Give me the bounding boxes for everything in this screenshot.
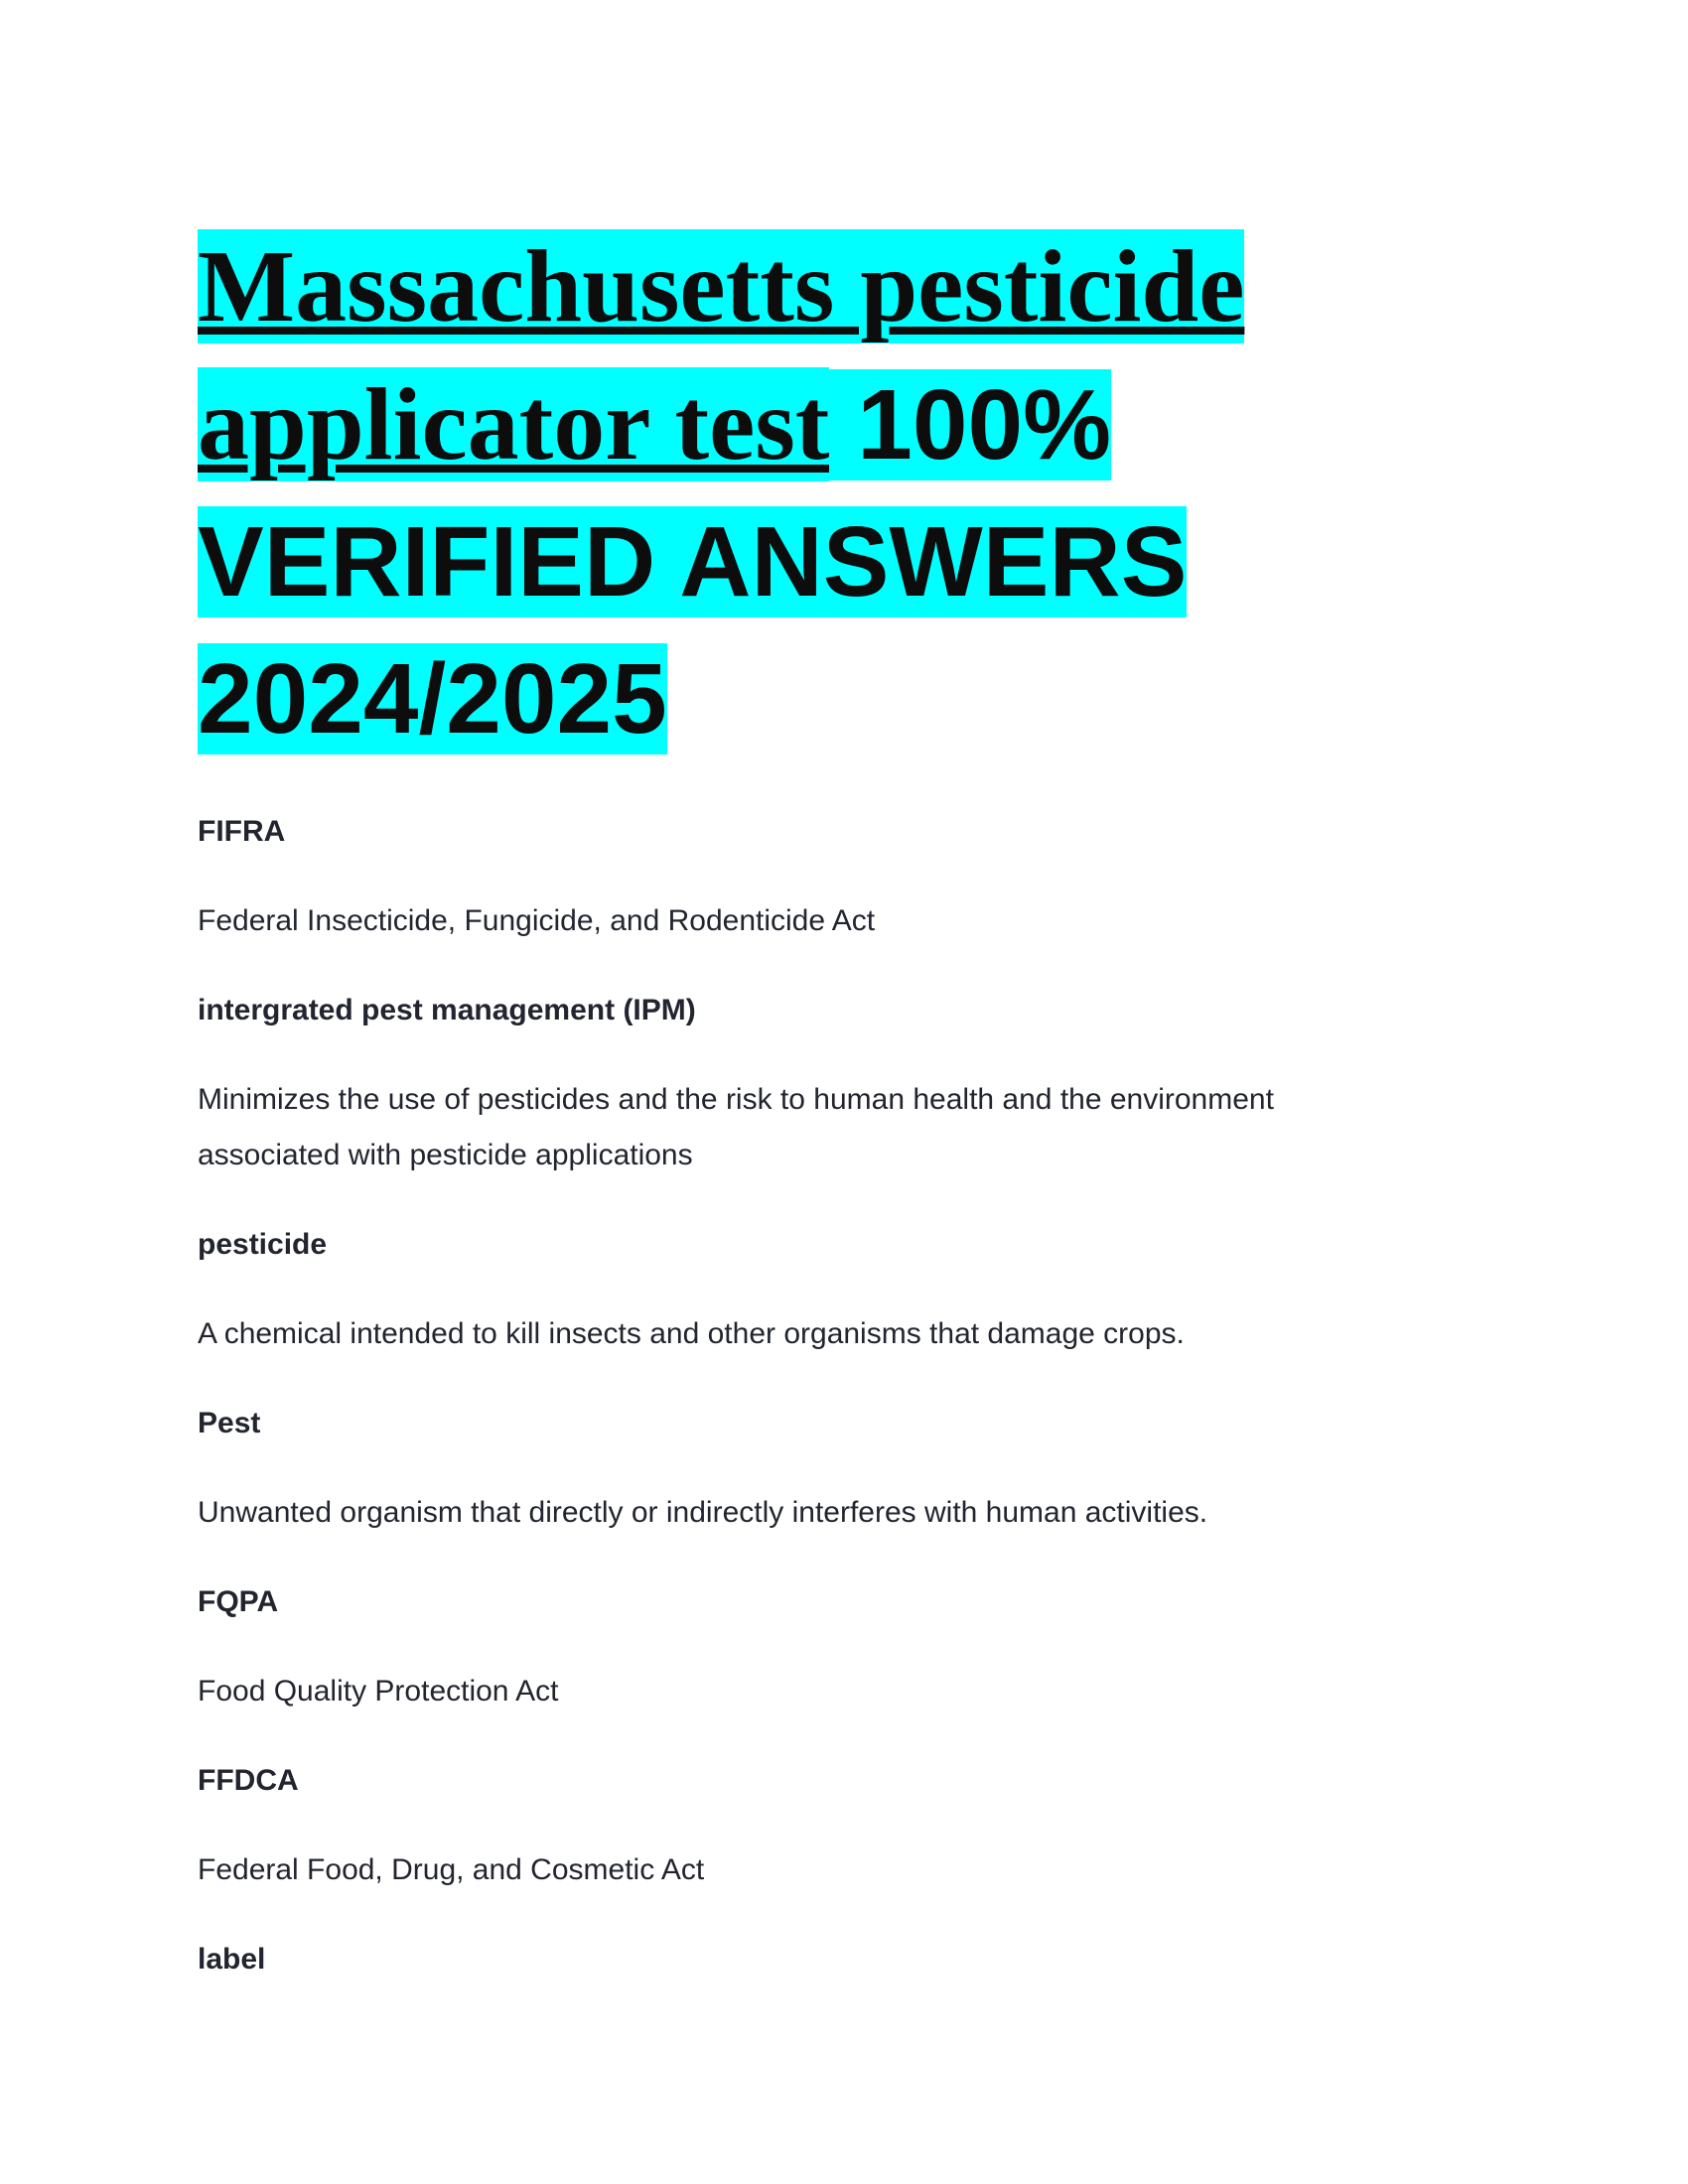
term: Pest (198, 1407, 261, 1439)
definition: Federal Insecticide, Fungicide, and Rodenticide Act (198, 904, 876, 937)
definition: Minimizes the use of pesticides and the risk to human health and the environment associated with pesticide applications (198, 1083, 1274, 1171)
title-link[interactable]: Massachusetts pesticide applicator test (198, 229, 1245, 481)
term: FIFRA (198, 815, 286, 848)
page-title (198, 229, 1488, 779)
term: intergrated pest management (IPM) (198, 994, 696, 1026)
term: label (198, 1943, 266, 1976)
definition: Federal Food, Drug, and Cosmetic Act (198, 1853, 705, 1886)
definition: A chemical intended to kill insects and other organisms that damage crops. (198, 1317, 1185, 1350)
title-suffix: 100% VERIFIED ANSWERS 2024/2025 (198, 369, 1188, 754)
term: FFDCA (198, 1764, 299, 1797)
qa-list (198, 804, 1488, 1987)
definition: Food Quality Protection Act (198, 1675, 559, 1707)
document-page (198, 229, 1488, 2021)
definition: Unwanted organism that directly or indirectly interferes with human activities. (198, 1496, 1208, 1529)
term: pesticide (198, 1228, 328, 1261)
term: FQPA (198, 1585, 279, 1618)
